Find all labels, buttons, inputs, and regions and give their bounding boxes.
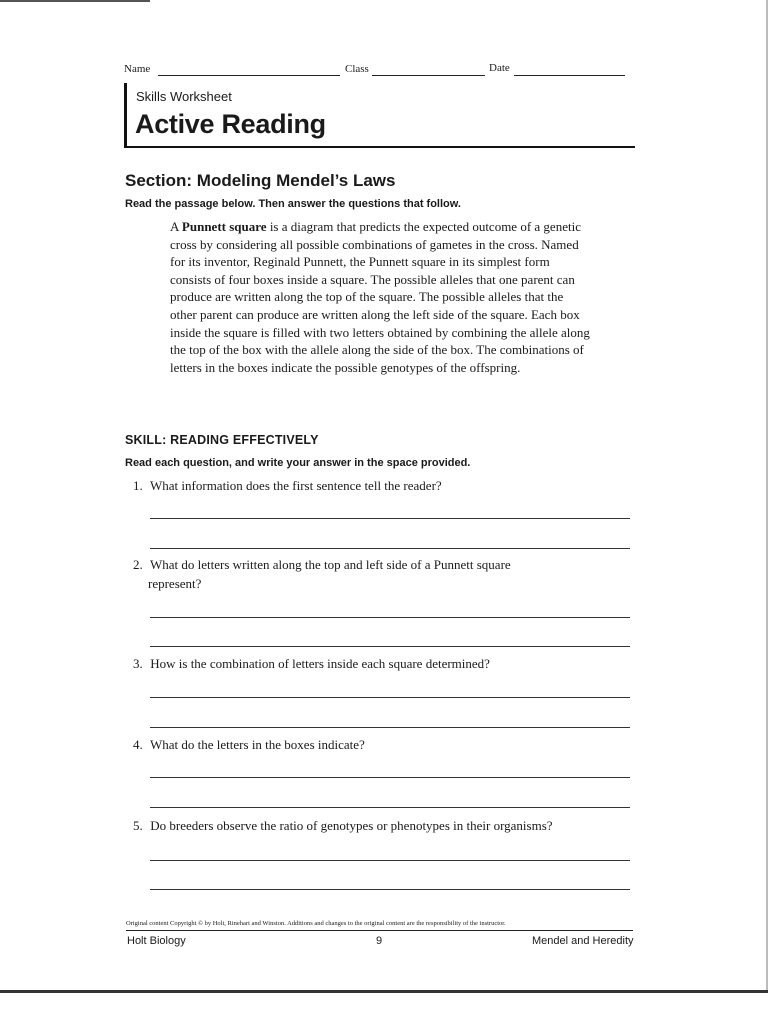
name-label: Name (124, 63, 151, 75)
footer-chapter: Mendel and Heredity (532, 935, 634, 947)
question-number: 5. (133, 818, 143, 833)
answer-line-2b[interactable] (150, 646, 630, 647)
footer-book-title: Holt Biology (127, 935, 186, 947)
question-text: What information does the first sentence tell the reader? (150, 478, 442, 493)
question-number: 3. (133, 656, 143, 671)
scan-edge-bottom (0, 990, 768, 993)
question-5 (133, 816, 613, 835)
answer-line-1a[interactable] (150, 518, 630, 519)
question-text: What do the letters in the boxes indicate? (150, 737, 365, 752)
footer-rule (126, 930, 633, 931)
question-2 (133, 555, 613, 593)
passage-term: Punnett square (181, 219, 267, 234)
answer-line-3a[interactable] (150, 697, 630, 698)
answer-line-3b[interactable] (150, 727, 630, 728)
answer-line-5b[interactable] (150, 889, 630, 890)
passage-intro: A (170, 219, 182, 234)
question-text: How is the combination of letters inside each square determined? (150, 656, 490, 671)
question-number: 4. (133, 737, 143, 752)
answer-line-1b[interactable] (150, 548, 630, 549)
name-field[interactable] (158, 75, 340, 76)
question-number: 2. (133, 557, 143, 572)
scan-edge-top (0, 0, 150, 2)
question-text: What do letters written along the top and left side of a Punnett square (150, 557, 511, 572)
skill-heading: SKILL: READING EFFECTIVELY (125, 433, 319, 447)
question-instruction: Read each question, and write your answer in the space provided. (125, 457, 471, 469)
answer-line-2a[interactable] (150, 617, 630, 618)
reading-passage (170, 218, 590, 376)
answer-line-4b[interactable] (150, 807, 630, 808)
title-block (124, 83, 635, 148)
question-3 (133, 654, 613, 673)
section-title: Section: Modeling Mendel’s Laws (125, 171, 396, 190)
question-number: 1. (133, 478, 143, 493)
date-label: Date (489, 62, 510, 74)
question-4 (133, 735, 613, 754)
page-title: Active Reading (135, 109, 326, 139)
class-label: Class (345, 63, 369, 75)
answer-line-5a[interactable] (150, 860, 630, 861)
worksheet-kicker: Skills Worksheet (136, 89, 232, 104)
answer-line-4a[interactable] (150, 777, 630, 778)
question-text-continued: represent? (148, 576, 202, 591)
page-number: 9 (376, 935, 383, 947)
question-1 (133, 476, 613, 495)
class-field[interactable] (372, 75, 485, 76)
date-field[interactable] (514, 75, 625, 76)
passage-body: is a diagram that predicts the expected outcome of a genetic cross by considering all possible combinations of gametes in the cross. Named for its inventor, Reginald Punnett, the Punnett square in its simplest form consists of four boxes inside a square. The possible alleles that one parent can produce are written along the top of the square. The possible alleles that the other parent can produce are written along the left side of the square. Each box inside the square is filled with two letters obtained by combining the allele along the top of the box with the allele along the side of the box. The combinations of letters in the boxes indicate the possible genotypes of the offspring. (170, 219, 590, 375)
question-text: Do breeders observe the ratio of genotypes or phenotypes in their organisms? (150, 818, 553, 833)
passage-instruction: Read the passage below. Then answer the questions that follow. (125, 198, 461, 210)
copyright-notice: Original content Copyright © by Holt, Rinehart and Winston. Additions and changes to the original content are the responsibility of the instructor. (126, 920, 506, 927)
